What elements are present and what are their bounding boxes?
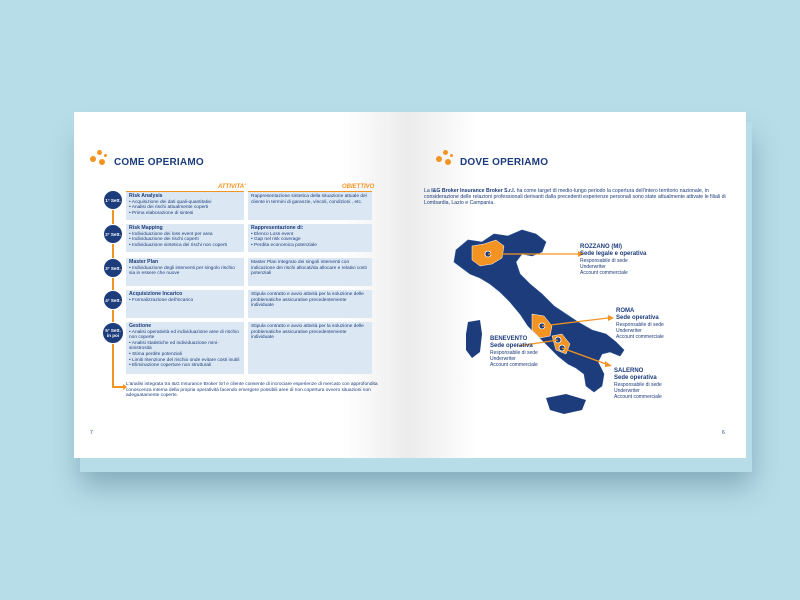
- company-name: I&G Broker Insurance Broker S.r.l.: [431, 188, 516, 194]
- step-badge: 5° Sett. in poi: [102, 322, 124, 344]
- location-name: ROMA: [616, 308, 635, 314]
- location-salerno: [614, 368, 662, 400]
- activity-item: • Eliminazione coperture non strutturali: [129, 363, 241, 369]
- activity-cell: [126, 322, 244, 374]
- activity-title: Acquisizione Incarico: [129, 291, 183, 297]
- location-type: Sede operativa: [616, 315, 659, 321]
- page-number: 6: [722, 430, 725, 436]
- left-page-heading: [88, 148, 204, 168]
- location-type: Sede operativa: [614, 375, 657, 381]
- activity-cell: [126, 290, 244, 318]
- location-name: BENEVENTO: [490, 336, 528, 342]
- objective-cell: [248, 322, 372, 374]
- location-roma: [616, 308, 664, 340]
- activity-item: • Stima perdite potenziali: [129, 352, 241, 358]
- activity-item: • Prima elaborazione di sintesi: [129, 211, 241, 217]
- intro-text: ha come target di medio-lungo periodo la copertura dell'intero territorio nazionale, in considerazione delle relazioni professionali derivanti dalla precedenti esperienze personali sono state attualmente attivate le filiali di Lombardia, Lazio e Campania.: [424, 188, 726, 207]
- location-role: Account commerciale: [614, 394, 662, 400]
- intro-prefix: La: [424, 188, 432, 194]
- right-page-heading: [434, 148, 548, 168]
- location-role: Underwriter: [616, 328, 642, 334]
- activity-cell: [126, 224, 244, 252]
- activity-item: • Analisi statistiche ed individuazione mini-sinistrosità: [129, 341, 241, 352]
- objective-text: Rappresentazione sintetica della situazione attuale del cliente in termini di garanzie, vincoli, condizioni , etc.: [251, 194, 367, 205]
- activity-title: Risk Analysis: [129, 193, 163, 199]
- step-badge: 1° Sett.: [103, 190, 123, 210]
- activity-item: • Acquisizione dei dati quali-quantitativi: [129, 200, 241, 206]
- sardinia-island: [466, 320, 482, 358]
- objective-header: OBIETTIVO: [342, 184, 375, 190]
- right-page: [410, 112, 746, 458]
- summary-note: L'analisi integrata tra I&G Insurance Broker Srl e cliente consente di incrociare esperienze di mercato con approfondita conoscenza interna della propria operatività facendo emergere possibili aree di non copertura ovvero situazioni non adeguatamente coperte.: [126, 382, 378, 399]
- activity-cell: [126, 192, 244, 220]
- salerno-arrow-head: [605, 361, 612, 367]
- objective-text: Master Plan integrato dei singoli interventi con indicazione dei rischi allocati/da allocare e relativi costi potenziali: [251, 260, 367, 277]
- location-name: ROZZANO (MI): [580, 244, 622, 250]
- molecule-icon: [434, 148, 456, 168]
- page-title: DOVE OPERIAMO: [460, 157, 549, 168]
- objective-cell: [248, 258, 372, 286]
- objective-title: Rappresentazione di:: [251, 225, 304, 231]
- step-badge: 3° Sett.: [103, 258, 123, 278]
- step-badge: 2° Sett.: [103, 224, 123, 244]
- location-role: Account commerciale: [490, 362, 538, 368]
- location-role: Underwriter: [490, 356, 516, 362]
- objective-cell: [248, 192, 372, 220]
- sicily-island: [546, 394, 586, 414]
- location-role: Responsabile di sede: [614, 382, 662, 388]
- location-role: Underwriter: [580, 264, 606, 270]
- activity-item: • Limiti ritenzione del rischio onde evitare costi inutili: [129, 358, 241, 364]
- activity-cell: [126, 258, 244, 286]
- left-page: [74, 112, 410, 458]
- location-role: Account commerciale: [616, 334, 664, 340]
- page-title: COME OPERIAMO: [114, 157, 204, 168]
- activity-item: • Formalizzazione dell'incarico: [129, 298, 241, 304]
- location-benevento: [490, 336, 538, 368]
- location-role: Responsabile di sede: [490, 350, 538, 356]
- page-number: 7: [90, 430, 93, 436]
- objective-item: • Gap nel risk coverage: [251, 237, 369, 243]
- activity-title: Gestione: [129, 323, 152, 329]
- arrow-icon: [112, 386, 124, 388]
- intro-paragraph: [424, 188, 732, 207]
- activity-title: Master Plan: [129, 259, 159, 265]
- objective-cell: [248, 290, 372, 318]
- location-name: SALERNO: [614, 368, 644, 374]
- activity-item: • Analisi dei rischi attualmente coperti: [129, 205, 241, 211]
- objective-text: Stipula contratto e avvio attività per la soluzione delle problematiche assicurative precedentemente individuate: [251, 292, 364, 309]
- step-badge: 4° Sett.: [103, 290, 123, 310]
- location-role: Responsabile di sede: [616, 322, 664, 328]
- location-rozzano: [580, 244, 646, 276]
- activity-item: • Analisi operatività ed individuazione aree di rischio non coperte: [129, 330, 241, 341]
- objective-item: • Perdita economica potenziale: [251, 243, 369, 249]
- activity-item: • Individuazione dei loss event per area: [129, 232, 241, 238]
- objective-cell: [248, 224, 372, 252]
- location-role: Responsabile di sede: [580, 258, 628, 264]
- location-type: Sede operativa: [490, 343, 533, 349]
- location-type: Sede legale e operativa: [580, 251, 647, 257]
- molecule-icon: [88, 148, 110, 168]
- activity-item: • Individuazione sintetica dei rischi non coperti: [129, 243, 241, 249]
- activity-item: • Individuazione degli interventi per singolo rischio sia in essere che nuove: [129, 266, 241, 277]
- location-role: Account commerciale: [580, 270, 628, 276]
- roma-arrow-head: [608, 315, 614, 321]
- activity-title: Risk Mapping: [129, 225, 163, 231]
- objective-item: • Elenco Loss event: [251, 232, 369, 238]
- activity-item: • Individuazione dei rischi coperti: [129, 237, 241, 243]
- objective-text: Stipula contratto e avvio attività per la soluzione delle problematiche assicurative precedentemente individuate: [251, 324, 364, 341]
- location-role: Underwriter: [614, 388, 640, 394]
- activity-header: ATTIVITA': [218, 184, 246, 190]
